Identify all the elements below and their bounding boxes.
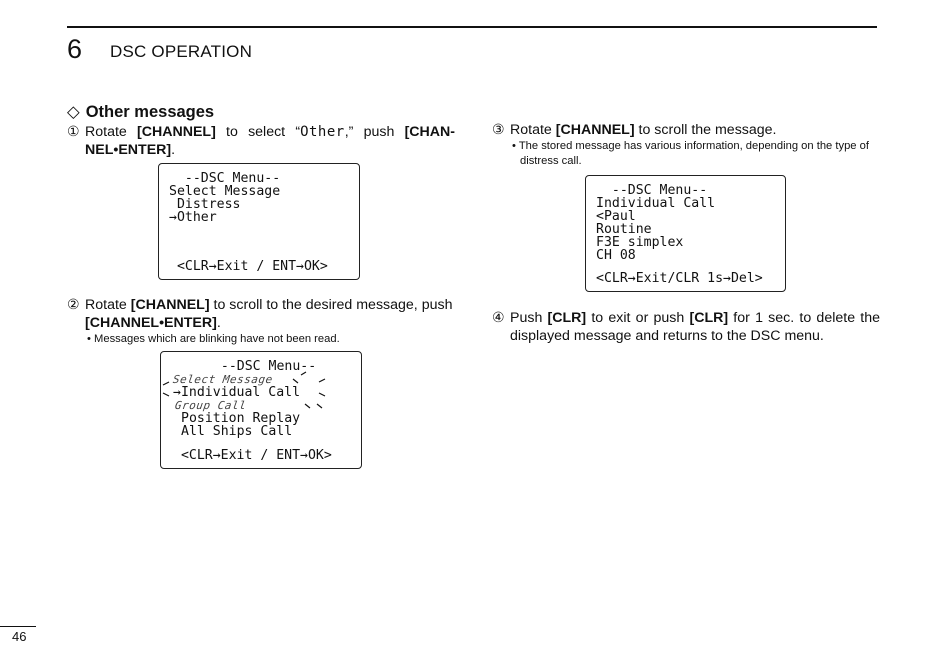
diamond-icon: ◇ <box>67 103 80 121</box>
section-title: Other messages <box>85 103 215 121</box>
step-text: for 1 sec. to delete the displayed message and returns to the DSC menu. <box>510 310 881 344</box>
key-name: [CHAN-NEL•ENTER] <box>85 124 455 158</box>
lcd-line-blinking: Group Call <box>174 399 248 412</box>
step-text: to select “ <box>215 124 301 140</box>
lcd-line-blinking: Select Message <box>172 373 274 386</box>
lcd-screen-message-detail <box>585 175 786 292</box>
lcd-line: <CLR→Exit/CLR 1s→Del> <box>596 271 763 286</box>
lcd-line: --DSC Menu-- <box>169 171 281 186</box>
lcd-line: Select Message <box>169 184 281 199</box>
top-rule <box>67 26 877 28</box>
section-heading <box>67 102 214 122</box>
lcd-line: <CLR→Exit / ENT→OK> <box>169 259 328 274</box>
step-4 <box>492 309 880 345</box>
step-number: ③ <box>492 122 505 138</box>
step-note: • Messages which are blinking have not been read. <box>87 333 340 345</box>
lcd-line: F3E simplex <box>596 235 684 250</box>
step-text: . <box>216 315 221 331</box>
lcd-text: Other <box>300 124 345 140</box>
key-name: [CHANNEL] <box>130 297 210 313</box>
lcd-line: <Paul <box>596 209 636 224</box>
step-text: to scroll the message. <box>634 122 777 138</box>
lcd-line: Routine <box>596 222 652 237</box>
key-name: [CHANNEL] <box>137 124 216 140</box>
lcd-line: --DSC Menu-- <box>596 183 708 198</box>
page-number: 46 <box>12 629 27 644</box>
step-number: ④ <box>492 310 505 326</box>
step-text: Rotate <box>85 124 138 140</box>
page-number-rule <box>0 626 36 627</box>
step-number: ① <box>67 124 80 140</box>
step-text: ,” push <box>344 124 405 140</box>
chapter-number: 6 <box>67 34 83 64</box>
step-text: Push <box>510 310 548 326</box>
lcd-line: Distress <box>169 197 241 212</box>
step-note: • The stored message has various information, depending on the type of distress call. <box>512 140 869 167</box>
step-3 <box>492 121 882 169</box>
key-name: [CLR] <box>689 310 729 326</box>
lcd-line: Position Replay <box>181 411 301 426</box>
step-text: Rotate <box>510 122 556 138</box>
lcd-screen-message-list <box>160 351 362 469</box>
lcd-line: --DSC Menu-- <box>205 359 317 374</box>
lcd-line-blinking: →Individual Call <box>173 385 301 400</box>
step-text: . <box>171 142 176 158</box>
lcd-screen-select-message <box>158 163 360 280</box>
step-number: ② <box>67 297 80 313</box>
step-text: to exit or push <box>586 310 690 326</box>
lcd-line: →Other <box>169 210 217 225</box>
lcd-line: All Ships Call <box>181 424 293 439</box>
blink-indicator-icon <box>161 352 361 412</box>
chapter-title: DSC OPERATION <box>110 42 253 61</box>
lcd-line: Individual Call <box>596 196 716 211</box>
lcd-line: CH 08 <box>596 248 636 263</box>
step-1 <box>67 123 455 159</box>
key-name: [CHANNEL•ENTER] <box>85 315 217 331</box>
step-text: to scroll to the desired message, push <box>209 297 453 313</box>
lcd-line: <CLR→Exit / ENT→OK> <box>173 448 332 463</box>
key-name: [CHANNEL] <box>555 122 635 138</box>
key-name: [CLR] <box>547 310 587 326</box>
step-2 <box>67 296 457 347</box>
step-text: Rotate <box>85 297 131 313</box>
